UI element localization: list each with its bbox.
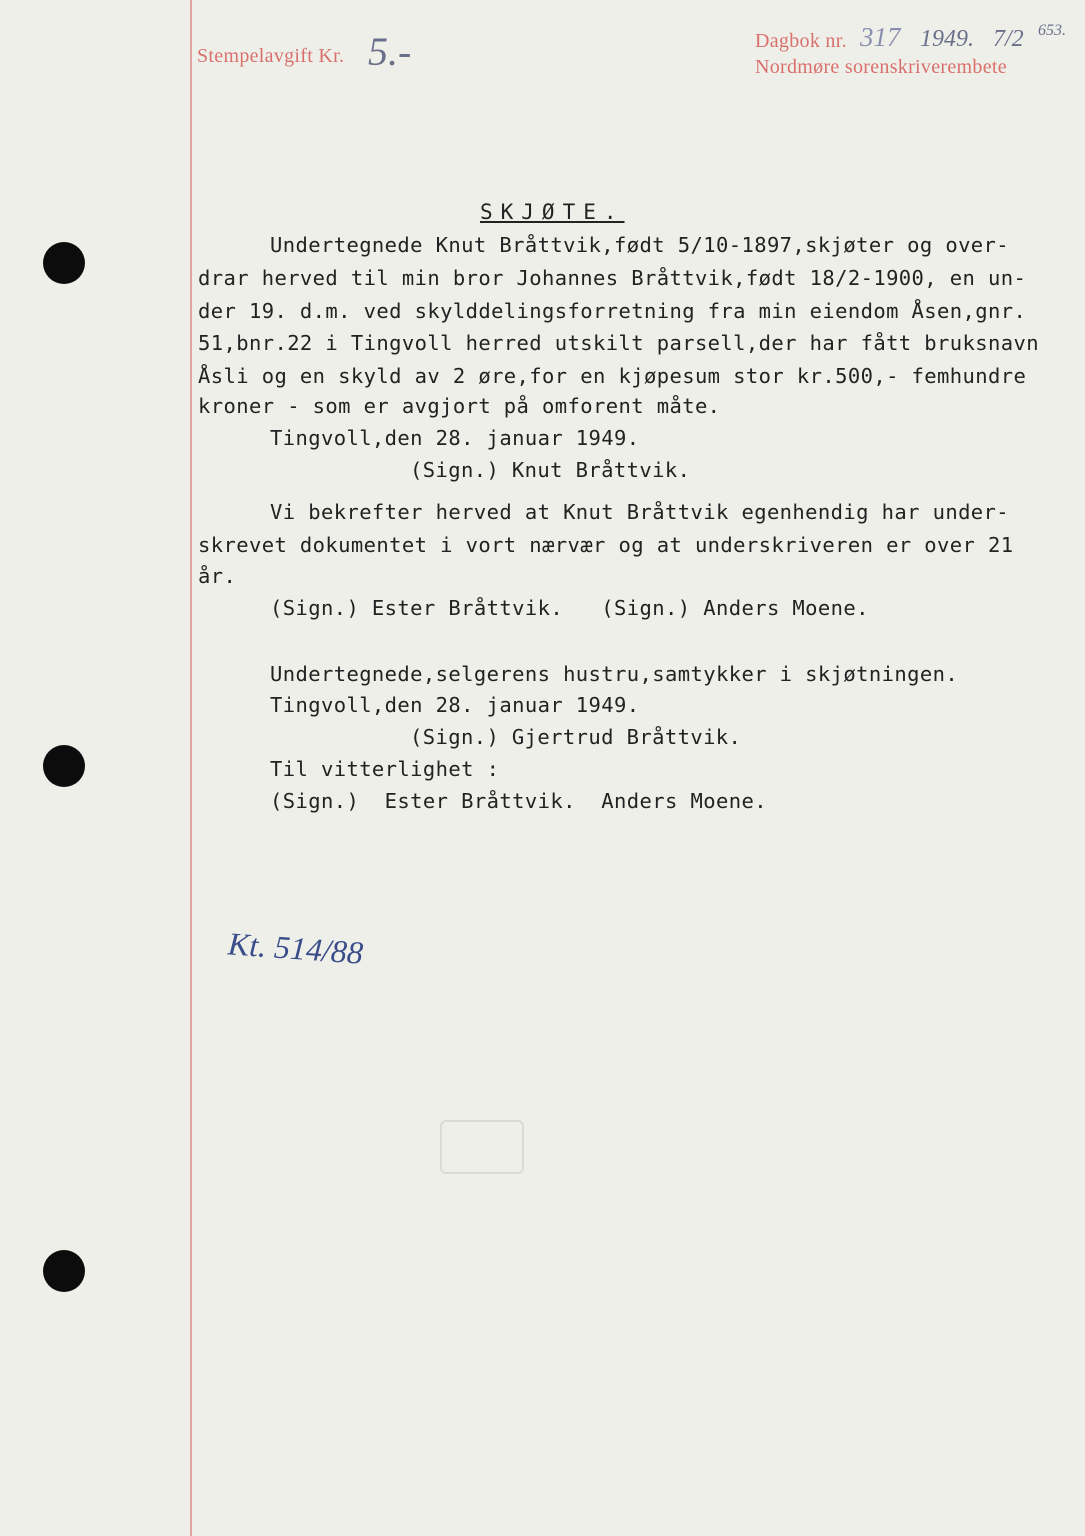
signature-line: (Sign.) Ester Bråttvik. (Sign.) Anders Moene. bbox=[270, 596, 869, 620]
body-line: skrevet dokumentet i vort nærvær og at underskriveren er over 21 bbox=[198, 533, 1014, 557]
folio-number: 653. bbox=[1038, 22, 1066, 39]
body-line: Åsli og en skyld av 2 øre,for en kjøpesum stor kr.500,- femhundre bbox=[198, 364, 1027, 388]
dagbok-label: Dagbok nr. bbox=[755, 30, 847, 52]
stamp-fee-value: 5.- bbox=[368, 29, 412, 74]
dagbok-number: 317 bbox=[860, 22, 901, 52]
punch-hole bbox=[43, 1250, 85, 1292]
punch-hole bbox=[43, 745, 85, 787]
punch-hole bbox=[43, 242, 85, 284]
body-line: år. bbox=[198, 564, 237, 588]
body-line: Undertegnede Knut Bråttvik,født 5/10-1897,skjøter og over- bbox=[270, 233, 1010, 257]
margin-line bbox=[190, 0, 192, 1536]
body-line: Tingvoll,den 28. januar 1949. bbox=[270, 426, 640, 450]
dagbok-year: 1949. bbox=[920, 26, 974, 52]
office-stamp: Nordmøre sorenskriverembete bbox=[755, 56, 1007, 78]
signature-line: (Sign.) Ester Bråttvik. Anders Moene. bbox=[270, 789, 767, 813]
faint-mark bbox=[440, 1120, 524, 1174]
signature-line: (Sign.) Gjertrud Bråttvik. bbox=[410, 725, 742, 749]
stamp-fee-label: Stempelavgift Kr. bbox=[197, 45, 345, 67]
handwritten-note: Kt. 514/88 bbox=[226, 925, 365, 971]
body-line: Tingvoll,den 28. januar 1949. bbox=[270, 693, 640, 717]
body-line: Undertegnede,selgerens hustru,samtykker i skjøtningen. bbox=[270, 662, 959, 686]
dagbok-page: 7/2 bbox=[993, 26, 1024, 52]
body-line: 51,bnr.22 i Tingvoll herred utskilt parsell,der har fått bruksnavn bbox=[198, 331, 1039, 355]
signature-line: (Sign.) Knut Bråttvik. bbox=[410, 458, 691, 482]
body-line: Vi bekrefter herved at Knut Bråttvik egenhendig har under- bbox=[270, 500, 1010, 524]
body-line: der 19. d.m. ved skylddelingsforretning fra min eiendom Åsen,gnr. bbox=[198, 299, 1027, 323]
body-line: kroner - som er avgjort på omforent måte. bbox=[198, 394, 721, 418]
body-line: Til vitterlighet : bbox=[270, 757, 500, 781]
body-line: drar herved til min bror Johannes Bråttvik,født 18/2-1900, en un- bbox=[198, 266, 1027, 290]
document-title: SKJØTE. bbox=[480, 200, 625, 224]
